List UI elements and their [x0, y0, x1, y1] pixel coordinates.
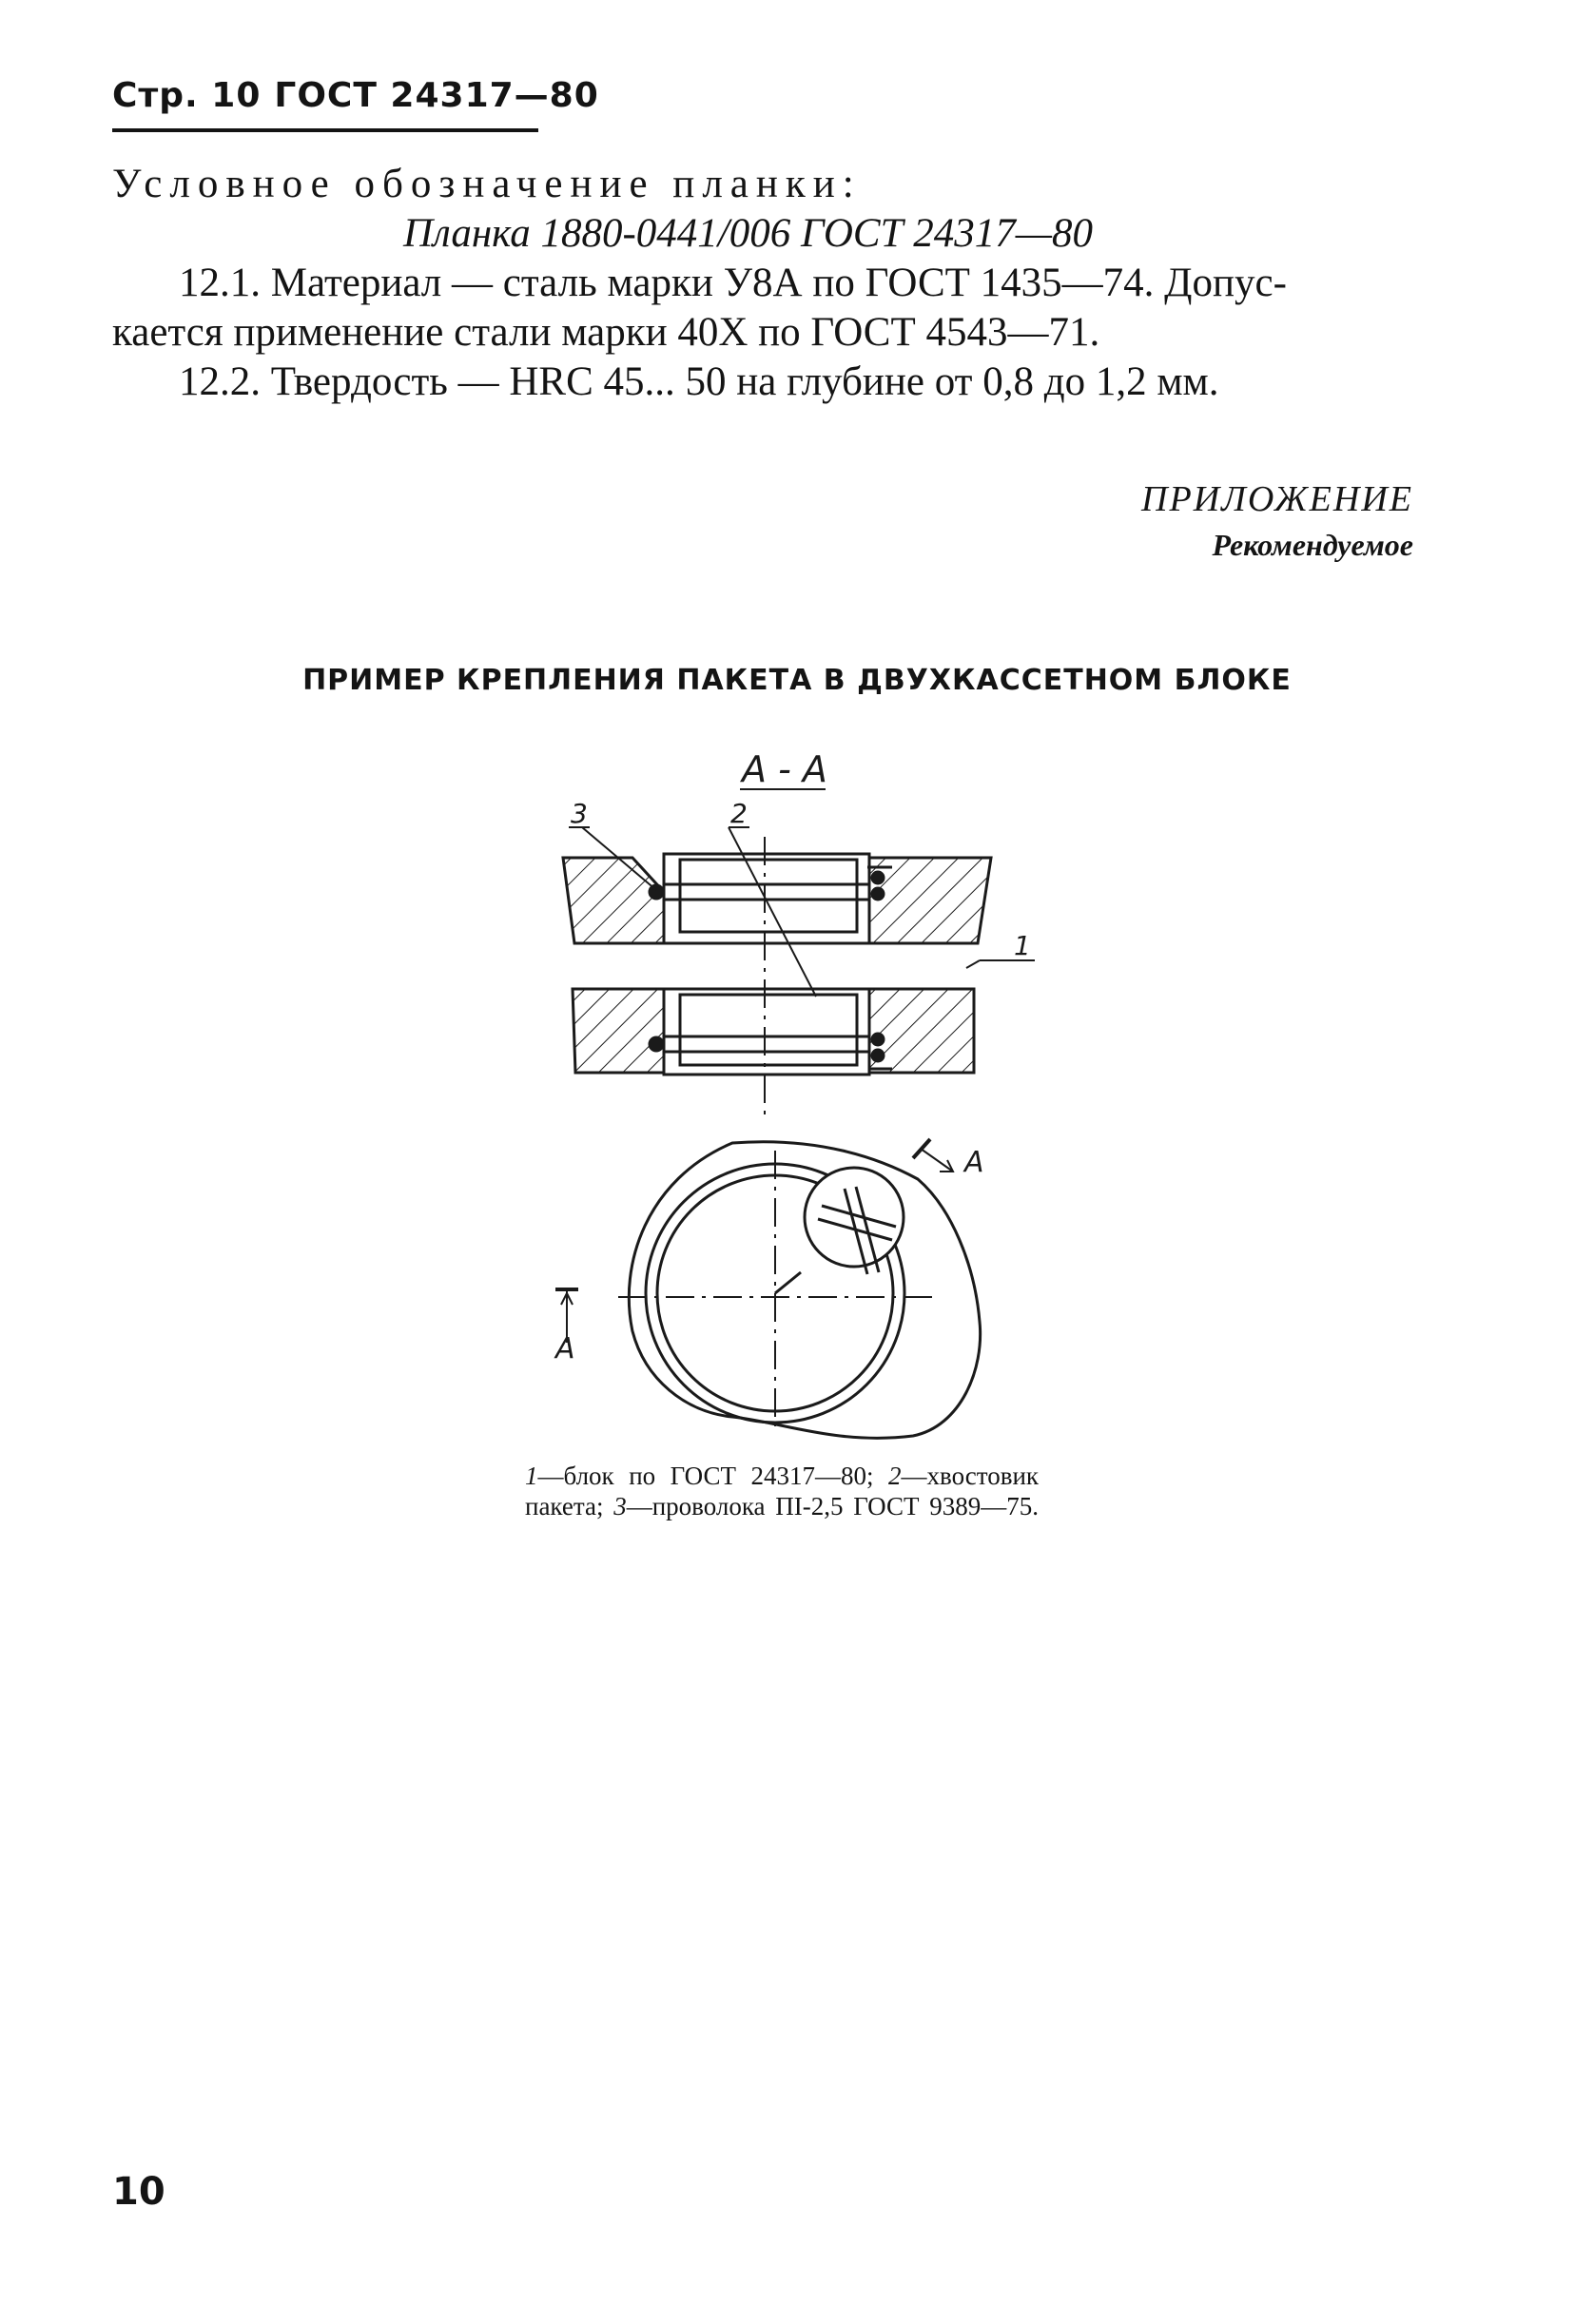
caption-num-3: 3	[613, 1492, 627, 1520]
cut-marker-a-left: А	[555, 1332, 575, 1365]
figure-caption	[525, 1461, 1039, 1521]
section-a-a-label	[739, 748, 827, 790]
cutting-line	[775, 1272, 801, 1293]
upper-package	[680, 860, 857, 932]
upper-block-left-hatched	[563, 858, 664, 943]
lower-block-right-hatched	[869, 989, 974, 1073]
wire-pocket	[805, 1168, 904, 1267]
callout-1: 1	[1014, 930, 1031, 961]
clause-12-2: 12.2. Твердость — HRC 45... 50 на глубине от 0,8 до 1,2 мм.	[179, 359, 1219, 404]
clause-12-1-line2: кается применение стали марки 40Х по ГОСТ 4543—71.	[112, 310, 1100, 355]
page-label: Стр. 10	[112, 76, 262, 115]
appendix-title: ПРИЛОЖЕНИЕ	[1141, 479, 1413, 519]
plan-view	[555, 1139, 981, 1438]
designation-value: Планка 1880-0441/006 ГОСТ 24317—80	[403, 211, 1093, 256]
clause-12-1-line1: 12.1. Материал — сталь марки У8А по ГОСТ 1435—74. Допус-	[179, 261, 1287, 305]
callout-3: 3	[571, 798, 588, 829]
designation-title: Условное обозначение планки:	[112, 162, 862, 206]
standard-number: ГОСТ 24317—80	[274, 76, 599, 115]
page-number: 10	[112, 2170, 165, 2214]
section-view	[563, 827, 1035, 1122]
block-outline	[629, 1142, 980, 1439]
lower-wire-left	[650, 1037, 663, 1051]
lower-block-left-hatched	[573, 989, 664, 1073]
appendix-subtitle: Рекомендуемое	[1212, 528, 1413, 562]
lower-package	[680, 995, 857, 1065]
caption-text-3: —проволока ПI-2,5 ГОСТ 9389—75.	[626, 1492, 1039, 1520]
upper-wire-right	[872, 872, 884, 883]
caption-num-1: 1	[525, 1462, 538, 1490]
lower-wire-right	[872, 1034, 884, 1045]
callout-2: 2	[730, 798, 748, 829]
caption-text-1: —блок по ГОСТ 24317—80;	[537, 1462, 874, 1490]
section-label-text: А - А	[742, 748, 827, 790]
cut-marker-a-right: А	[964, 1146, 984, 1179]
caption-text-2: —хвостовик пакета;	[525, 1462, 1040, 1520]
caption-num-2: 2	[888, 1462, 902, 1490]
upper-block-right-hatched	[869, 858, 991, 943]
figure-title: ПРИМЕР КРЕПЛЕНИЯ ПАКЕТА В ДВУХКАССЕТНОМ БЛОКЕ	[302, 664, 1292, 697]
